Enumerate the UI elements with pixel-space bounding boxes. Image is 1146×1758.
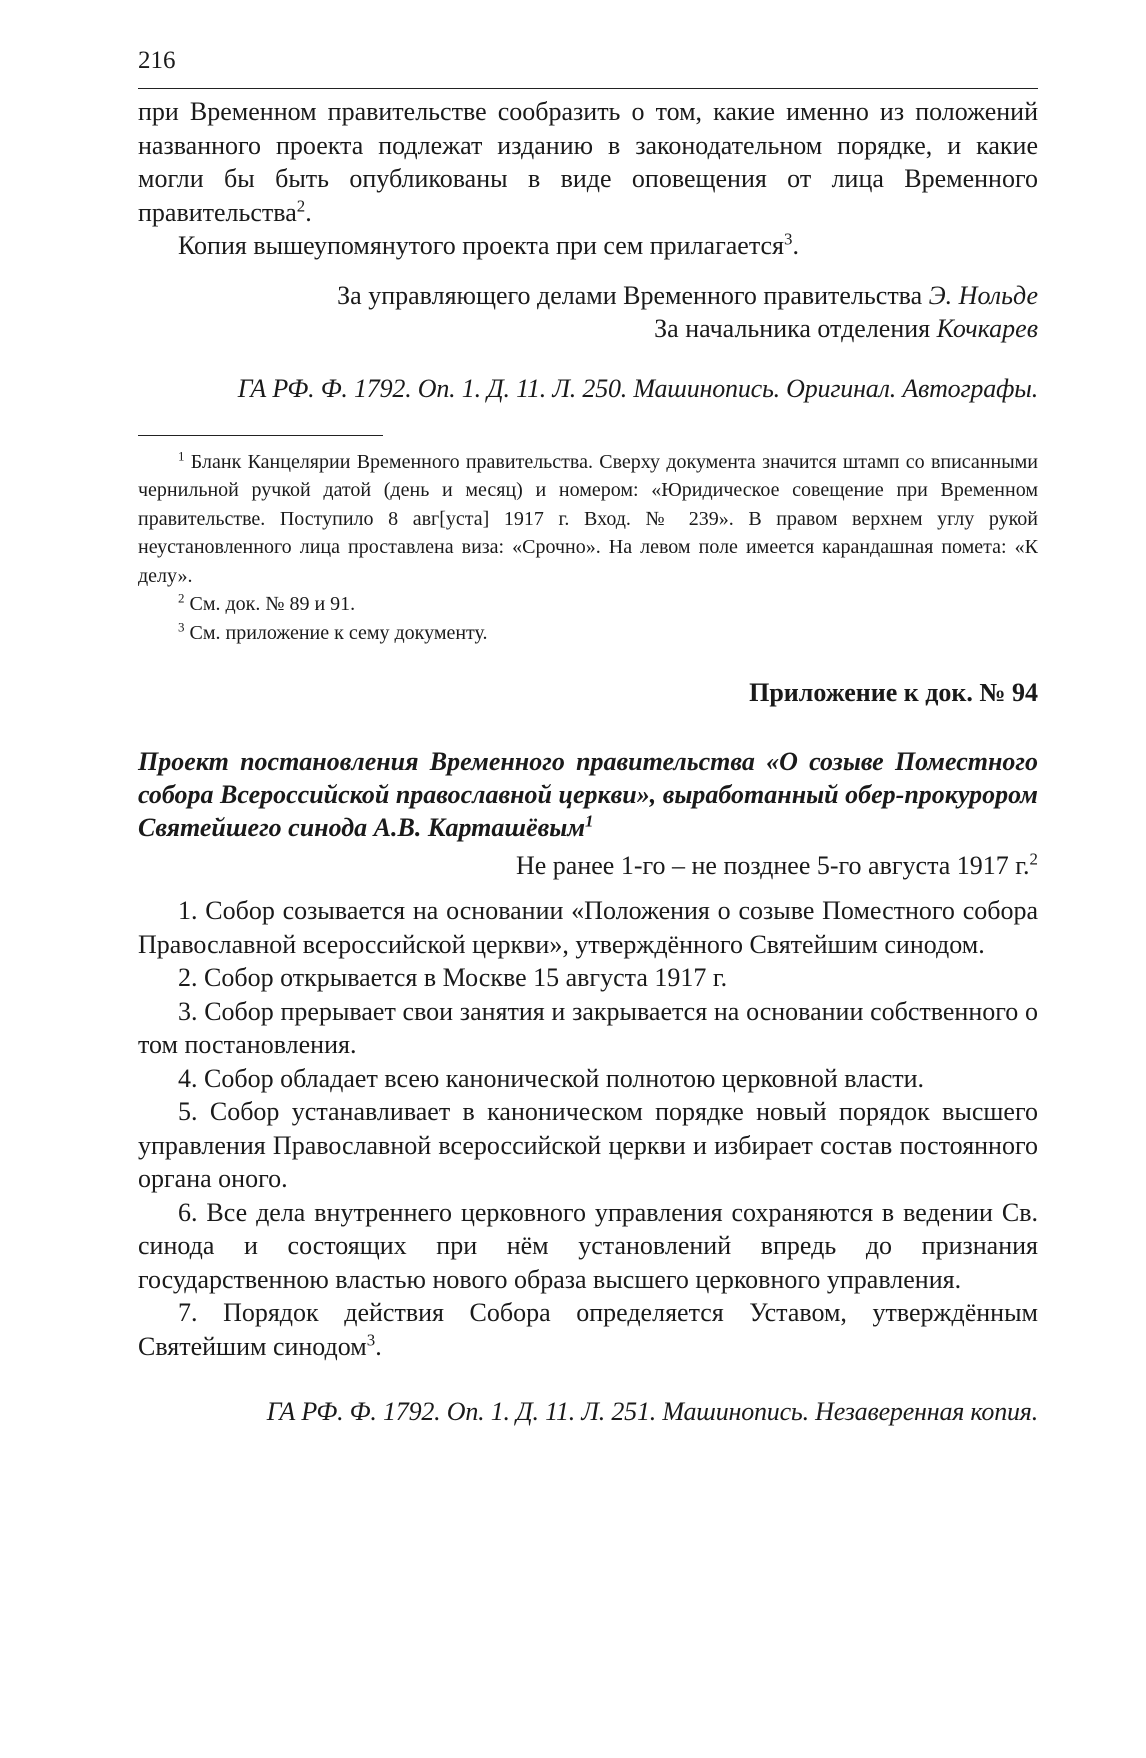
decree-item: 1. Собор созывается на основании «Положения о созыве Поместного собора Православной всероссийской церкви», утверждённого Святейшим синодом. bbox=[138, 896, 1038, 959]
footnote-ref: 1 bbox=[585, 811, 594, 831]
decree-item: 6. Все дела внутреннего церковного управления сохраняются в ведении Св. синода и состоящих при нём установлений впредь до признания государственною властью нового образа высшего церковного управления. bbox=[138, 1197, 1038, 1294]
signature-block bbox=[138, 279, 1038, 346]
footnotes bbox=[138, 448, 1038, 648]
document-title: Проект постановления Временного правительства «О созыве Поместного собора Всероссийской православной церкви», выработанный обер-прокурором Святейшего синода А.В. Карташёвым$^1$ bbox=[138, 747, 1038, 842]
top-paragraph: при Временном правительстве сообразить о том, какие именно из положений названного проекта подлежат изданию в законодательном порядке, и какие могли бы быть опубликованы в виде оповещения от лица Временного правительства$^2$. bbox=[138, 97, 1038, 227]
decree-item: 3. Собор прерывает свои занятия и закрывается на основании собственного о том постановления. bbox=[138, 996, 1038, 1059]
footnote-ref: 3 bbox=[784, 229, 793, 249]
decree-items bbox=[138, 894, 1038, 1363]
date-line: Не ранее 1-го – не позднее 5-го августа 1917 г.$^2$ bbox=[515, 849, 1038, 880]
decree-item: 5. Собор устанавливает в каноническом порядке новый порядок высшего управления Православной всероссийской церкви и избирает состав постоянного органа оного. bbox=[138, 1097, 1038, 1193]
page-number: 216 bbox=[138, 47, 176, 74]
footnote-ref: 2 bbox=[296, 195, 306, 215]
decree-item: 7. Порядок действия Собора определяется Уставом, утверждённым Святейшим синодом$^3$. bbox=[138, 1298, 1038, 1361]
signature-line: За начальника отделения Кочкарев bbox=[654, 314, 1038, 343]
letter-body bbox=[138, 95, 1038, 263]
header-rule bbox=[138, 88, 1038, 89]
appendix-heading: Приложение к док. № 94 bbox=[749, 678, 1038, 707]
footnote: $^2$ См. док. № 89 и 91. bbox=[178, 590, 356, 615]
footnote-rule bbox=[138, 435, 383, 436]
footnote: $^3$ См. приложение к сему документу. bbox=[178, 618, 488, 644]
copy-paragraph: Копия вышеупомянутого проекта при сем прилагается$^3$. bbox=[178, 229, 799, 260]
footnote-ref: 3 bbox=[366, 1329, 376, 1349]
decree-item: 4. Собор обладает всею канонической полнотою церковной власти. bbox=[178, 1063, 925, 1093]
archive-source: ГА РФ. Ф. 1792. Оп. 1. Д. 11. Л. 251. Машинопись. Незаверенная копия. bbox=[266, 1397, 1038, 1426]
footnote: $^1$ Бланк Канцелярии Временного правительства. Сверху документа значится штамп со вписанными чернильной ручкой датой (день и месяц) и номером: «Юридическое совещение при Временном правительстве. Поступило 8 авг[уста] 1917 г. Вход. № 239». В правом верхнем углу рукой неустановленного лица проставлена виза: «Срочно». На левом поле имеется карандашная помета: «К делу». bbox=[138, 447, 1039, 587]
archive-source: ГА РФ. Ф. 1792. Оп. 1. Д. 11. Л. 250. Машинопись. Оригинал. Автографы. bbox=[237, 373, 1038, 403]
footnote-ref: 2 bbox=[1029, 849, 1038, 869]
decree-item: 2. Собор открывается в Москве 15 августа 1917 г. bbox=[178, 963, 728, 992]
signature-line: За управляющего делами Временного правительства Э. Нольде bbox=[337, 280, 1038, 310]
document-page bbox=[138, 46, 1038, 1428]
